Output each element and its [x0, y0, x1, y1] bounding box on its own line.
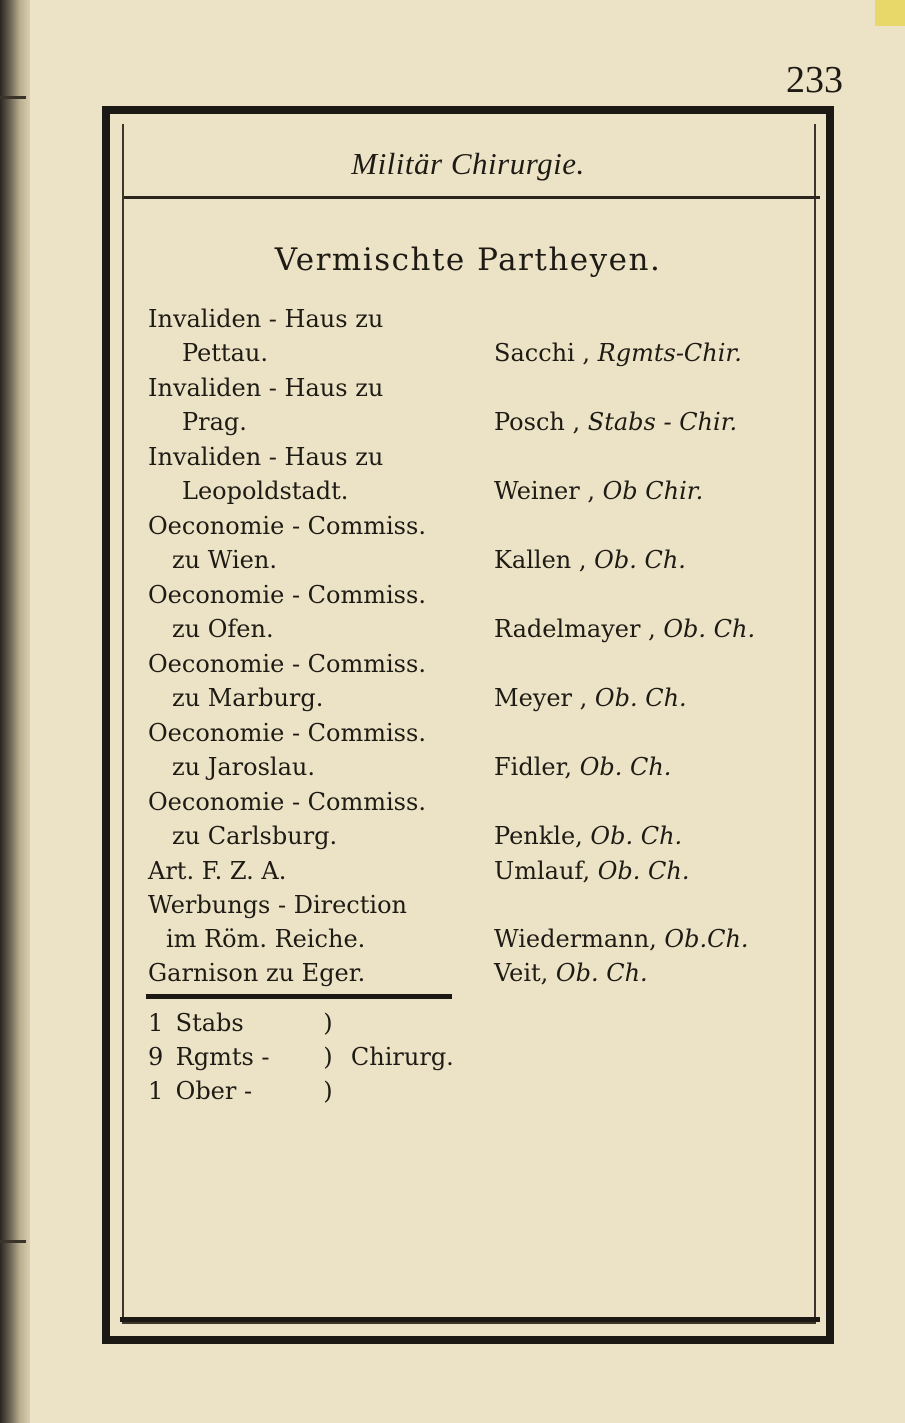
entry-person [494, 336, 834, 370]
place-line: zu Wien. [172, 546, 277, 574]
page-corner-tab [875, 0, 905, 26]
place-line: Pettau. [182, 339, 268, 367]
summary-count: 9 [148, 1043, 164, 1071]
entry-person [494, 819, 834, 853]
person-name: Weiner , [494, 477, 595, 505]
person-name: Kallen , [494, 546, 587, 574]
page-number: 233 [786, 59, 843, 101]
header-title: Militär Chirurgie. [351, 146, 585, 181]
person-name: Umlauf, [494, 857, 591, 885]
place-line: Garnison zu Eger. [148, 959, 366, 987]
entry-place [148, 371, 488, 439]
summary-row [148, 1074, 343, 1108]
place-line: im Röm. Reiche. [166, 925, 366, 953]
entry-person [494, 612, 834, 646]
summary-bracket: ) [323, 1077, 333, 1105]
place-line: Oeconomie - Commiss. [148, 719, 426, 747]
place-line: Oeconomie - Commiss. [148, 581, 426, 609]
place-line: Werbungs - Direction [148, 891, 407, 919]
person-title: Ob. Ch. [594, 684, 687, 712]
person-name: Sacchi , [494, 339, 591, 367]
header-rule [124, 196, 820, 199]
summary-label: Rgmts - [175, 1043, 270, 1071]
summary-label: Ober - [175, 1077, 253, 1105]
page-frame [102, 106, 834, 1344]
entry-person [494, 681, 834, 715]
place-line: zu Carlsburg. [172, 822, 338, 850]
summary-bracket: ) [323, 1009, 333, 1037]
entry-place [148, 647, 488, 715]
summary-count: 1 [148, 1077, 164, 1105]
person-title: Ob. Ch. [594, 546, 686, 574]
summary-group-label: Chirurg. [350, 1043, 454, 1071]
person-title: Ob. Ch. [590, 822, 683, 850]
entry-person [494, 543, 834, 577]
person-title: Ob.Ch. [664, 925, 749, 953]
place-line: Leopoldstadt. [182, 477, 349, 505]
person-title: Ob. Ch. [597, 857, 690, 885]
person-title: Ob Chir. [602, 477, 704, 505]
summary-row [148, 1006, 343, 1040]
place-line: Prag. [182, 408, 247, 436]
entry-person [494, 405, 834, 439]
place-line: Art. F. Z. A. [148, 857, 287, 885]
summary-row [148, 1040, 454, 1074]
entry-place [148, 785, 488, 853]
spine-mark [0, 1240, 26, 1243]
entry-person [494, 956, 834, 990]
section-title: Vermischte Partheyen. [274, 242, 662, 278]
place-line: Oeconomie - Commiss. [148, 512, 426, 540]
separator-rule [146, 994, 452, 999]
place-line: zu Marburg. [172, 684, 324, 712]
place-line: Invaliden - Haus zu [148, 305, 384, 333]
spine-mark [0, 96, 26, 99]
entry-place [148, 888, 488, 956]
summary-count: 1 [148, 1009, 164, 1037]
place-line: Invaliden - Haus zu [148, 374, 384, 402]
person-name: Penkle, [494, 822, 583, 850]
entry-place [148, 716, 488, 784]
entry-place [148, 302, 488, 370]
entry-place [148, 956, 488, 990]
person-title: Stabs - Chir. [587, 408, 738, 436]
person-name: Wiedermann, [494, 925, 657, 953]
place-line: Oeconomie - Commiss. [148, 650, 426, 678]
entry-place [148, 440, 488, 508]
person-title: Ob. Ch. [555, 959, 648, 987]
person-name: Fidler, [494, 753, 573, 781]
summary-label: Stabs [175, 1009, 244, 1037]
person-title: Ob. Ch. [579, 753, 672, 781]
person-title: Rgmts-Chir. [597, 339, 742, 367]
entry-person [494, 474, 834, 508]
summary-bracket: ) [323, 1043, 333, 1071]
book-spine [0, 0, 30, 1423]
frame-bottom-rule [120, 1317, 820, 1322]
person-name: Veit, [494, 959, 549, 987]
entry-place [148, 509, 488, 577]
person-name: Meyer , [494, 684, 588, 712]
place-line: Invaliden - Haus zu [148, 443, 384, 471]
entry-person [494, 854, 834, 888]
place-line: zu Ofen. [172, 615, 274, 643]
place-line: Oeconomie - Commiss. [148, 788, 426, 816]
person-name: Posch , [494, 408, 581, 436]
person-name: Radelmayer , [494, 615, 656, 643]
place-line: zu Jaroslau. [172, 753, 315, 781]
entry-place [148, 854, 488, 888]
entry-person [494, 750, 834, 784]
entry-person [494, 922, 834, 956]
entry-place [148, 578, 488, 646]
person-title: Ob. Ch. [663, 615, 756, 643]
